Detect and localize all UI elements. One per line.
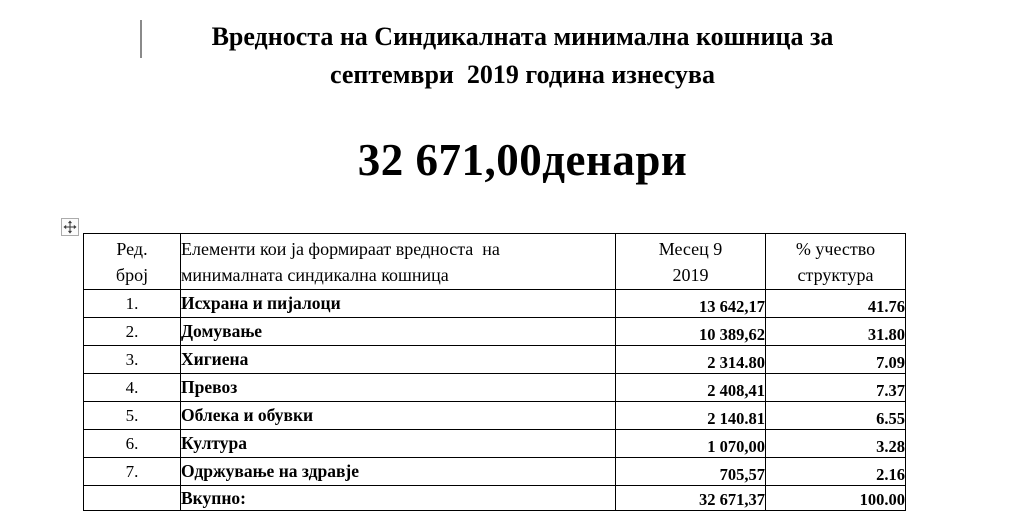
table-total-row <box>84 486 906 511</box>
header-row-number: Ред. број <box>84 234 181 290</box>
row-label: Домување <box>181 318 616 346</box>
total-label: Вкупно: <box>181 486 616 511</box>
table-move-handle[interactable] <box>61 218 79 236</box>
row-label: Култура <box>181 430 616 458</box>
row-percent: 7.37 <box>766 374 906 402</box>
row-number: 5. <box>84 402 181 430</box>
row-label: Хигиена <box>181 346 616 374</box>
row-number: 7. <box>84 458 181 486</box>
row-percent: 2.16 <box>766 458 906 486</box>
table-header-row <box>84 234 906 290</box>
row-value: 705,57 <box>616 458 766 486</box>
row-value: 10 389,62 <box>616 318 766 346</box>
row-label: Превоз <box>181 374 616 402</box>
header-percent: % учество структура <box>766 234 906 290</box>
row-label: Исхрана и пијалоци <box>181 290 616 318</box>
row-value: 1 070,00 <box>616 430 766 458</box>
row-value: 2 140.81 <box>616 402 766 430</box>
document-title-line1: Вредноста на Синдикалната минимална кошница за <box>211 22 834 51</box>
document-title-line2: септември 2019 година изнесува <box>330 60 715 89</box>
row-percent: 6.55 <box>766 402 906 430</box>
header-month: Месец 9 2019 <box>616 234 766 290</box>
row-number: 2. <box>84 318 181 346</box>
move-icon <box>63 220 77 234</box>
row-value: 2 314.80 <box>616 346 766 374</box>
table-row <box>84 374 906 402</box>
row-number: 1. <box>84 290 181 318</box>
table-row <box>84 290 906 318</box>
row-value: 2 408,41 <box>616 374 766 402</box>
table-row <box>84 402 906 430</box>
row-label: Одржување на здравје <box>181 458 616 486</box>
document-title <box>45 18 1000 94</box>
table-row <box>84 458 906 486</box>
table-row <box>84 430 906 458</box>
header-elements: Елементи кои ја формираат вредноста на минималната синдикална кошница <box>181 234 616 290</box>
row-number: 6. <box>84 430 181 458</box>
total-percent: 100.00 <box>766 486 906 511</box>
row-percent: 41.76 <box>766 290 906 318</box>
basket-table <box>83 233 906 511</box>
basket-amount: 32 671,00денари <box>357 135 688 185</box>
row-label: Облека и обувки <box>181 402 616 430</box>
row-number: 4. <box>84 374 181 402</box>
row-value: 13 642,17 <box>616 290 766 318</box>
total-value: 32 671,37 <box>616 486 766 511</box>
row-percent: 7.09 <box>766 346 906 374</box>
row-percent: 31.80 <box>766 318 906 346</box>
table-row <box>84 346 906 374</box>
table-row <box>84 318 906 346</box>
row-percent: 3.28 <box>766 430 906 458</box>
row-number <box>84 486 181 511</box>
row-number: 3. <box>84 346 181 374</box>
